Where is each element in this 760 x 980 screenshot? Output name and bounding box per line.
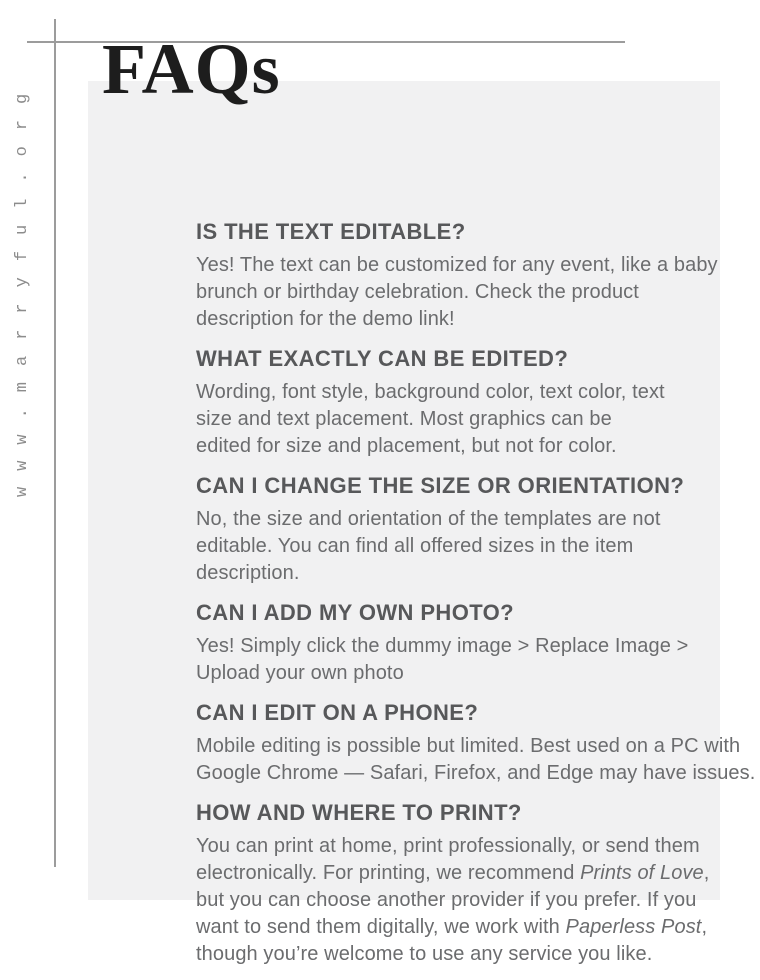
faq-question: WHAT EXACTLY CAN BE EDITED? <box>196 346 569 371</box>
content-panel <box>88 81 756 965</box>
faq-question: CAN I ADD MY OWN PHOTO? <box>196 600 515 625</box>
faq-question: HOW AND WHERE TO PRINT? <box>196 800 522 825</box>
faq-section <box>196 799 760 968</box>
faq-answer: Mobile editing is possible but limited. Best used on a PC with Google Chrome — Safari, Firefox, and Edge may have issues. <box>196 735 756 784</box>
faq-answer: Yes! The text can be customized for any event, like a baby brunch or birthday celebration. Check the product description for the demo link! <box>196 254 718 330</box>
page-title: FAQs <box>102 29 281 109</box>
crop-mark-vertical-line <box>54 19 56 867</box>
faq-list <box>196 218 760 980</box>
faq-answer: No, the size and orientation of the templates are not editable. You can find all offered sizes in the item description. <box>196 508 661 584</box>
faq-answer: Wording, font style, background color, text color, text size and text placement. Most graphics can be edited for size and placement, but not for color. <box>196 381 665 457</box>
faq-answer: Yes! Simply click the dummy image > Replace Image > Upload your own photo <box>196 635 689 684</box>
faq-section <box>196 345 760 460</box>
faq-question: IS THE TEXT EDITABLE? <box>196 219 466 244</box>
faq-question: CAN I EDIT ON A PHONE? <box>196 700 479 725</box>
faq-answer: You can print at home, print professionally, or send them electronically. For printing, we recommend Prints of Love, but you can choose another provider if you prefer. If you want to send them digitally, we work with Paperless Post, though you’re welcome to use any service you like. <box>196 835 710 965</box>
faq-section <box>196 699 760 787</box>
website-url-vertical: www.marryful.org <box>13 77 32 497</box>
faq-section <box>196 218 760 333</box>
faq-section <box>196 599 760 687</box>
faq-section <box>196 472 760 587</box>
faq-question: CAN I CHANGE THE SIZE OR ORIENTATION? <box>196 473 685 498</box>
